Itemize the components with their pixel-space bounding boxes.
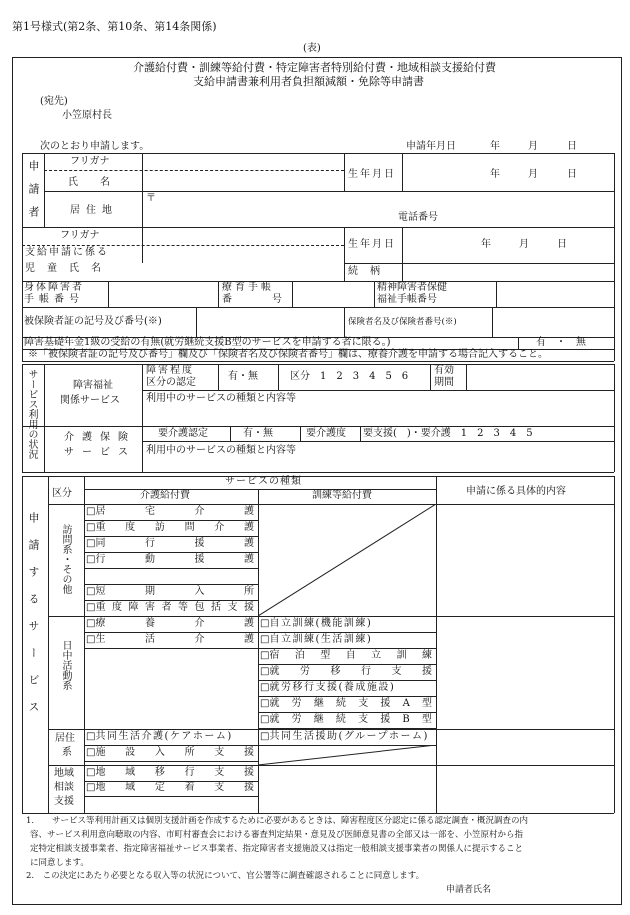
date-day: 日 bbox=[567, 141, 577, 152]
physical-handbook-label1: 身体障害者 bbox=[24, 282, 84, 293]
note1-line2: 容、サービス利用意向聴取の内容、市町村審査会における審査判定結果・意見及び医師意見書の全部又は一部を、小笠原村から指 bbox=[30, 830, 524, 840]
day-group-label: 日中活動系 bbox=[60, 640, 71, 690]
checkbox-icon[interactable]: □ bbox=[260, 650, 270, 661]
title-line1: 介護給付費・訓練等給付費・特定障害者特別給付費・地域相談支援給付費 bbox=[133, 61, 496, 74]
community-group-label1: 地域 bbox=[54, 768, 74, 779]
service-type-header: サービスの種類 bbox=[225, 476, 302, 487]
day-kunren-service-label: 就 労 移 行 支 援 bbox=[269, 666, 432, 677]
visit-service-label: 居 宅 介 護 bbox=[95, 506, 254, 517]
checkbox-icon[interactable]: □ bbox=[260, 618, 270, 629]
kunren-header: 訓練等給付費 bbox=[312, 490, 372, 501]
note1-number: 1. bbox=[26, 816, 35, 826]
checkbox-icon[interactable]: □ bbox=[260, 714, 270, 725]
ryoiku-handbook-label2: 番号 bbox=[222, 294, 322, 305]
applicant-birth-label: 生年月日 bbox=[348, 169, 396, 180]
day-kunren-service-item[interactable] bbox=[260, 635, 432, 645]
date-month: 月 bbox=[528, 141, 538, 152]
community-group-label3: 支援 bbox=[54, 796, 74, 807]
checkbox-icon[interactable]: □ bbox=[260, 731, 270, 742]
day-kunren-service-label: 就労移行支援(養成施設) bbox=[269, 682, 396, 693]
day-kunren-service-item[interactable] bbox=[260, 651, 432, 661]
kubun-scale: 区分 1 2 3 4 5 6 bbox=[290, 371, 409, 382]
child-birth-label: 生年月日 bbox=[348, 239, 396, 250]
home-kaigo-service-label: 共同生活介護(ケアホーム) bbox=[95, 731, 233, 742]
form-number: 第1号様式(第2条、第10条、第14条関係) bbox=[12, 20, 217, 33]
day-kaigo-service-item[interactable] bbox=[86, 635, 254, 645]
day-kaigo-service-item[interactable] bbox=[86, 619, 254, 629]
care-label1: 介護保険 bbox=[64, 432, 136, 443]
checkbox-icon[interactable]: □ bbox=[86, 747, 96, 758]
postal-mark: 〒 bbox=[146, 193, 156, 204]
phone-label: 電話番号 bbox=[398, 212, 438, 223]
day-kunren-service-item[interactable] bbox=[260, 699, 432, 709]
home-slash bbox=[258, 745, 436, 765]
day-kaigo-service-label: 生 活 介 護 bbox=[95, 634, 254, 645]
service-kubun-header: 区分 bbox=[52, 488, 72, 499]
visit-service-item[interactable] bbox=[86, 507, 254, 517]
applicant-address-label: 居住地 bbox=[70, 205, 118, 216]
signature-label: 申請者氏名 bbox=[446, 885, 492, 895]
applicant-name-label: 氏 名 bbox=[68, 177, 116, 188]
home-kunren-service-label: 共同生活援助(グループホーム) bbox=[269, 731, 429, 742]
applicant-section-label: 申請者 bbox=[27, 160, 40, 229]
services-section-label: 申請するサービス bbox=[27, 512, 40, 728]
checkbox-icon[interactable]: □ bbox=[260, 634, 270, 645]
visit-service-label: 重 度 障 害 者 等 包 括 支 援 bbox=[95, 602, 254, 613]
insurer-label: 保険者名及び保険者番号(※) bbox=[348, 317, 457, 327]
physical-handbook-label2: 手帳番号 bbox=[24, 294, 84, 305]
child-furigana-label: フリガナ bbox=[60, 230, 100, 241]
care-content-label: 利用中のサービスの種類と内容等 bbox=[146, 445, 296, 456]
applicant-birth-month: 月 bbox=[528, 169, 538, 180]
applicant-birth-day: 日 bbox=[567, 169, 577, 180]
checkbox-icon[interactable]: □ bbox=[86, 538, 96, 549]
checkbox-icon[interactable]: □ bbox=[86, 506, 96, 517]
day-kunren-service-label: 宿 泊 型 自 立 訓 練 bbox=[269, 650, 432, 661]
visit-service-item[interactable] bbox=[86, 587, 254, 597]
home-kaigo-service-item[interactable] bbox=[86, 732, 254, 742]
welfare-content-label: 利用中のサービスの種類と内容等 bbox=[146, 393, 296, 404]
valid-label1: 有効 bbox=[434, 365, 454, 376]
title-line2: 支給申請書兼利用者負担額減額・免除等申請書 bbox=[193, 75, 424, 88]
level-yesno: 有・無 bbox=[228, 371, 258, 382]
visit-service-label: 重 度 訪 問 介 護 bbox=[95, 522, 254, 533]
community-service-label: 地 域 移 行 支 援 bbox=[95, 767, 254, 778]
note1-line4: に同意します。 bbox=[30, 858, 89, 868]
visit-service-item[interactable] bbox=[86, 603, 254, 613]
pension-options: 有 ・ 無 bbox=[536, 337, 586, 348]
child-relation-label: 続柄 bbox=[348, 266, 392, 277]
home-kaigo-service-item[interactable] bbox=[86, 748, 254, 758]
checkbox-icon[interactable]: □ bbox=[86, 554, 96, 565]
applicant-birth-year: 年 bbox=[490, 169, 500, 180]
care-yesno: 有・無 bbox=[243, 428, 273, 439]
applicant-furigana-label: フリガナ bbox=[70, 156, 110, 167]
child-label2: 児童氏名 bbox=[25, 263, 113, 274]
day-kunren-service-label: 自立訓練(生活訓練) bbox=[269, 634, 373, 645]
usage-section-label: サービス利用の状況 bbox=[26, 369, 37, 459]
day-kunren-service-item[interactable] bbox=[260, 619, 432, 629]
visit-slash bbox=[258, 504, 436, 616]
day-kunren-service-label: 就 労 継 続 支 援 A 型 bbox=[269, 698, 432, 709]
visit-service-item[interactable] bbox=[86, 523, 254, 533]
detail-header: 申請に係る具体的内容 bbox=[466, 486, 566, 497]
checkbox-icon[interactable]: □ bbox=[86, 602, 96, 613]
checkbox-icon[interactable]: □ bbox=[86, 522, 96, 533]
child-birth-day: 日 bbox=[557, 239, 567, 250]
date-year: 年 bbox=[490, 141, 500, 152]
child-birth-year: 年 bbox=[481, 239, 491, 250]
insurance-note: ※「被保険者証の記号及び番号」欄及び「保険者名及び保険者番号」欄は、療養介護を申請する場合記入すること。 bbox=[28, 349, 548, 360]
valid-label2: 期間 bbox=[434, 377, 454, 388]
home-group-label2: 系 bbox=[62, 747, 72, 758]
pension-label: 障害基礎年金1級の受給の有無(就労継続支援B型のサービスを申請する者に限る。) bbox=[24, 337, 391, 348]
ryoiku-handbook-label1: 療育手帳 bbox=[222, 282, 274, 293]
community-service-item[interactable] bbox=[86, 768, 254, 778]
welfare-label1: 障害福祉 bbox=[73, 380, 113, 391]
visit-service-item[interactable] bbox=[86, 555, 254, 565]
child-label1: 支給申請に係る bbox=[25, 247, 109, 258]
day-kunren-service-item[interactable] bbox=[260, 715, 432, 725]
day-kunren-service-label: 自立訓練(機能訓練) bbox=[269, 618, 373, 629]
checkbox-icon[interactable]: □ bbox=[260, 666, 270, 677]
checkbox-icon[interactable]: □ bbox=[86, 767, 96, 778]
checkbox-icon[interactable]: □ bbox=[86, 618, 96, 629]
day-kaigo-service-label: 療 養 介 護 bbox=[95, 618, 254, 629]
community-service-label: 地 域 定 着 支 援 bbox=[95, 782, 254, 793]
visit-group-label: 訪問系・その他 bbox=[60, 524, 71, 594]
side-label: (表) bbox=[303, 43, 321, 54]
care-cert-label: 要介護認定 bbox=[158, 428, 208, 439]
welfare-label2: 関係サービス bbox=[60, 395, 120, 406]
mental-handbook-label2: 福祉手帳番号 bbox=[377, 294, 437, 305]
level-label2: 区分の認定 bbox=[146, 377, 196, 388]
checkbox-icon[interactable]: □ bbox=[86, 782, 96, 793]
insured-number-label: 被保険者証の記号及び番号(※) bbox=[24, 316, 162, 327]
checkbox-icon[interactable]: □ bbox=[260, 682, 270, 693]
visit-service-label: 行 動 援 護 bbox=[95, 554, 254, 565]
kaigo-header: 介護給付費 bbox=[140, 490, 190, 501]
note1-line3: 定特定相談支援事業者、指定障害福祉サービス事業者、指定障害者支援施設又は指定一般相談支援事業者の関係人に提示すること bbox=[30, 844, 524, 854]
checkbox-icon[interactable]: □ bbox=[86, 586, 96, 597]
note1-line1: サービス等利用計画又は個別支援計画を作成するために必要があるときは、障害程度区分認定に係る認定調査・概況調査の内 bbox=[52, 816, 529, 826]
addressee-label: (宛先) bbox=[40, 96, 68, 107]
visit-service-item[interactable] bbox=[86, 539, 254, 549]
day-kunren-service-label: 就 労 継 続 支 援 B 型 bbox=[269, 714, 432, 725]
care-scale: 要支援( )・要介護 1 2 3 4 5 bbox=[363, 428, 533, 439]
care-label2: サービス bbox=[64, 447, 136, 458]
home-kunren-service-item[interactable] bbox=[260, 732, 432, 742]
home-kaigo-service-label: 施 設 入 所 支 援 bbox=[95, 747, 254, 758]
intro-text: 次のとおり申請します。 bbox=[40, 141, 150, 152]
visit-service-label: 短 期 入 所 bbox=[95, 586, 254, 597]
checkbox-icon[interactable]: □ bbox=[260, 698, 270, 709]
day-kunren-service-item[interactable] bbox=[260, 683, 432, 693]
child-birth-month: 月 bbox=[519, 239, 529, 250]
application-date-label: 申請年月日 bbox=[406, 141, 456, 152]
visit-service-label: 同 行 援 護 bbox=[95, 538, 254, 549]
mental-handbook-label1: 精神障害者保健 bbox=[377, 282, 447, 293]
note2: 2. この決定にあたり必要となる収入等の状況について、官公署等に調査確認されることに同意します。 bbox=[26, 871, 425, 881]
community-group-label2: 相談 bbox=[54, 782, 74, 793]
checkbox-icon[interactable]: □ bbox=[86, 634, 96, 645]
care-degree-label: 要介護度 bbox=[306, 428, 346, 439]
community-service-item[interactable] bbox=[86, 783, 254, 793]
level-label1: 障害程度 bbox=[146, 365, 194, 376]
checkbox-icon[interactable]: □ bbox=[86, 731, 96, 742]
addressee: 小笠原村長 bbox=[62, 110, 112, 121]
home-group-label1: 居住 bbox=[55, 733, 75, 744]
day-kunren-service-item[interactable] bbox=[260, 667, 432, 677]
